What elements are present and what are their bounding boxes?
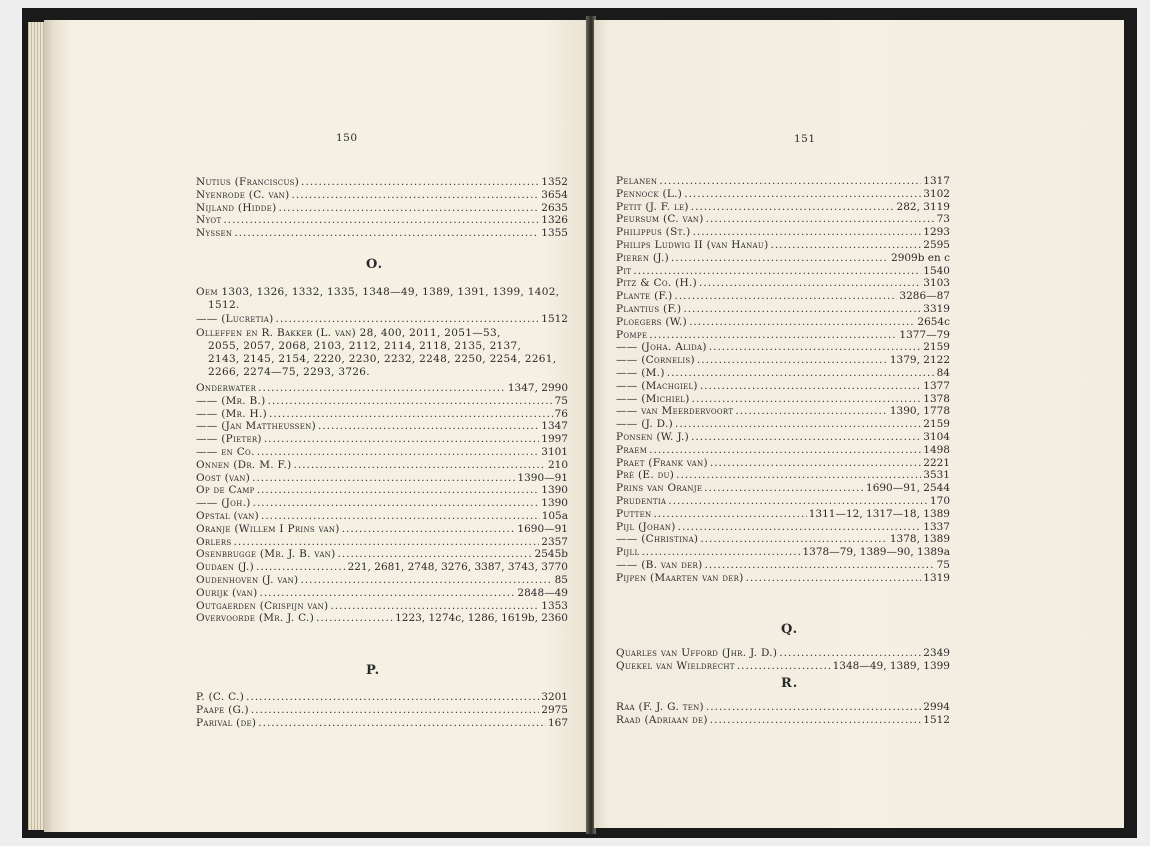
entry-pages: 1378—79, 1389—90, 1389a	[802, 546, 950, 559]
entry-name: Philips Ludwig II (van Hanau)	[616, 239, 769, 251]
page-number-left: 150	[336, 132, 358, 144]
entry-pages: 1326	[541, 214, 568, 227]
entry-name: Ploegers (W.)	[616, 315, 688, 328]
entry-name: Pelanen	[616, 175, 658, 187]
entry-pages: 1512	[541, 313, 568, 325]
index-entry-line: Olleffen en R. Bakker (L. van) 28, 400, 2011, 2051—53,	[196, 327, 501, 339]
entry-name: Pennock (L.)	[616, 187, 683, 200]
dot-leader	[276, 312, 540, 326]
right-index-column	[616, 156, 950, 736]
index-entry-line: 2266, 2274—75, 2293, 3726.	[208, 366, 370, 378]
entry-name: —— (Mr. H.)	[196, 407, 268, 420]
entry-pages: 3101	[541, 446, 568, 458]
entry-pages: 3286—87	[899, 290, 950, 303]
entry-name: Pieren (J.)	[616, 251, 670, 264]
entry-pages: 2159	[923, 341, 950, 354]
entry-name: Prins van Oranje	[616, 482, 703, 495]
entry-pages: 2975	[541, 703, 568, 716]
entry-pages: 1319	[923, 571, 950, 584]
entry-name: Quekel van Wieldrecht	[616, 659, 735, 672]
entry-pages: 1378	[923, 392, 950, 405]
entry-name: —— (Christina)	[616, 533, 699, 546]
entry-name: Pitz & Co. (H.)	[616, 277, 698, 290]
entry-name: —— (Pieter)	[196, 433, 262, 446]
dot-leader	[234, 226, 539, 240]
entry-pages: 2159	[923, 418, 950, 431]
entry-name: Oranje (Willem I Prins van)	[196, 522, 340, 535]
entry-pages: 1540	[923, 264, 950, 277]
entry-pages: 3104	[923, 431, 950, 443]
entry-name: Ponsen (W. J.)	[616, 431, 690, 443]
entry-pages: 1498	[923, 443, 950, 456]
entry-pages: 2221	[923, 456, 950, 469]
entry-name: Nyenrode (C. van)	[196, 188, 290, 201]
left-page	[44, 20, 588, 832]
index-entry-line: 2055, 2057, 2068, 2103, 2112, 2114, 2118, 2135, 2137,	[208, 340, 522, 352]
entry-name: Praet (Frank van)	[616, 456, 708, 469]
left-index-column	[196, 155, 568, 729]
index-entry	[616, 659, 950, 673]
entry-name: Pompe	[616, 328, 648, 341]
entry-name: Quarles van Ufford (Jhr. J. D.)	[616, 647, 778, 659]
entry-pages: 1390—91	[517, 471, 568, 484]
entry-name: —— (Lucretia)	[196, 313, 274, 325]
entry-pages: 2357	[541, 535, 568, 548]
dot-leader	[710, 713, 921, 727]
page-number-right: 151	[794, 133, 816, 145]
index-entry	[196, 312, 568, 326]
entry-pages: 105a	[541, 510, 568, 522]
entry-name: —— (Cornelis)	[616, 354, 695, 367]
entry-name: —— (Jan Mattheussen)	[196, 420, 316, 433]
entry-name: Oudaen (J.)	[196, 561, 254, 574]
entry-name: Opstal (van)	[196, 510, 259, 522]
entry-name: Ourijk (van)	[196, 586, 258, 599]
entry-pages: 1352	[541, 176, 568, 188]
entry-pages: 3319	[923, 303, 950, 315]
entry-pages: 282, 3119	[896, 200, 950, 213]
entry-name: Osenbrugge (Mr. J. B. van)	[196, 548, 336, 561]
entry-name: —— van Meerdervoort	[616, 405, 734, 418]
entry-pages: 1347, 2990	[507, 382, 568, 394]
entry-name: Paape (G.)	[196, 703, 249, 716]
entry-name: —— (Mr. B.)	[196, 394, 266, 407]
entry-pages: 1223, 1274c, 1286, 1619b, 2360	[395, 612, 568, 625]
entry-pages: 1390	[541, 497, 568, 510]
entry-pages: 2654c	[917, 315, 950, 328]
entry-pages: 1377	[923, 379, 950, 392]
entry-pages: 221, 2681, 2748, 3276, 3387, 3743, 3770	[347, 561, 568, 574]
entry-pages: 1353	[541, 599, 568, 612]
entry-pages: 1390	[541, 484, 568, 497]
entry-name: Parival (de)	[196, 716, 257, 729]
index-entry-line: 2143, 2145, 2154, 2220, 2230, 2232, 2248, 2250, 2254, 2261,	[208, 353, 557, 365]
entry-pages: 85	[554, 574, 568, 586]
entry-pages: 3201	[541, 691, 568, 703]
entry-name: Op de Camp	[196, 484, 255, 497]
entry-pages: 3531	[923, 469, 950, 482]
entry-pages: 2909b en c	[891, 251, 950, 264]
entry-pages: 1317	[923, 175, 950, 187]
entry-pages: 1377—79	[899, 328, 950, 341]
entry-pages: 1293	[923, 226, 950, 239]
entry-pages: 1355	[541, 227, 568, 240]
entry-pages: 1690—91, 2544	[866, 482, 950, 495]
index-entry	[196, 716, 568, 730]
right-page	[594, 20, 1124, 828]
entry-name: Prudentia	[616, 495, 667, 507]
entry-name: Nyssen	[196, 227, 233, 240]
entry-name: Pijll	[616, 546, 640, 559]
entry-name: —— (B. van der)	[616, 559, 703, 571]
entry-name: P. (C. C.)	[196, 691, 245, 703]
entry-name: —— (Machgiel)	[616, 379, 698, 392]
entry-pages: 75	[936, 559, 950, 571]
entry-name: Petit (J. F. le)	[616, 200, 689, 213]
section-heading-q: Q.	[781, 622, 799, 637]
entry-pages: 2349	[923, 647, 950, 659]
entry-pages: 73	[936, 213, 950, 226]
entry-name: Onnen (Dr. M. F.)	[196, 458, 292, 471]
entry-name: —— en Co.	[196, 446, 255, 458]
entry-pages: 1690—91	[517, 522, 568, 535]
entry-name: Peursum (C. van)	[616, 213, 704, 226]
entry-name: —— (M.)	[616, 367, 665, 379]
entry-name: Putten	[616, 507, 652, 520]
index-entry	[196, 226, 568, 240]
entry-name: Orlers	[196, 535, 232, 548]
entry-pages: 2994	[923, 701, 950, 713]
entry-name: Raad (Adriaan de)	[616, 713, 708, 726]
entry-pages: 2848—49	[517, 586, 568, 599]
entry-name: —— (Joha. Alida)	[616, 341, 707, 354]
entry-pages: 76	[554, 407, 568, 420]
index-entry-line: Oem 1303, 1326, 1332, 1335, 1348—49, 1389, 1391, 1399, 1402,	[196, 286, 560, 298]
entry-pages: 2635	[541, 201, 568, 214]
entry-pages: 1378, 1389	[889, 533, 950, 546]
entry-pages: 1347	[541, 420, 568, 433]
entry-name: Pit	[616, 264, 632, 277]
index-entry	[616, 713, 950, 727]
entry-name: Outgaerden (Crispijn van)	[196, 599, 329, 612]
entry-name: Nyot	[196, 214, 222, 227]
entry-pages: 167	[547, 716, 568, 729]
entry-name: Praem	[616, 443, 648, 456]
entry-name: Onderwater	[196, 382, 257, 394]
entry-name: Oudenhoven (J. van)	[196, 574, 299, 586]
entry-name: Oost (van)	[196, 471, 251, 484]
section-heading-r: R.	[781, 676, 799, 691]
dot-leader	[258, 716, 546, 730]
entry-pages: 3654	[541, 188, 568, 201]
dot-leader	[737, 659, 831, 673]
entry-name: Pijpen (Maarten van der)	[616, 571, 744, 584]
entry-name: —— (J. D.)	[616, 418, 673, 431]
entry-pages: 1390, 1778	[889, 405, 950, 418]
entry-pages: 1348—49, 1389, 1399	[832, 659, 950, 672]
entry-name: Plantius (F.)	[616, 303, 682, 315]
entry-name: —— (Joh.)	[196, 497, 251, 510]
index-entry-line: 1512.	[208, 299, 240, 311]
section-heading-p: P.	[366, 663, 381, 678]
entry-name: Nijland (Hidde)	[196, 201, 277, 214]
entry-pages: 1379, 2122	[889, 354, 950, 367]
entry-name: Pijl (Johan)	[616, 520, 676, 533]
entry-pages: 1512	[923, 713, 950, 726]
entry-name: Philippus (St.)	[616, 226, 691, 239]
entry-name: Overvoorde (Mr. J. C.)	[196, 612, 315, 625]
entry-pages: 2595	[923, 239, 950, 251]
index-entry	[616, 571, 950, 585]
dot-leader	[316, 611, 393, 625]
entry-name: Pré (E. du)	[616, 469, 675, 482]
entry-pages: 3102	[923, 187, 950, 200]
entry-pages: 75	[554, 394, 568, 407]
index-entry	[196, 611, 568, 625]
dot-leader	[746, 571, 922, 585]
entry-pages: 1311—12, 1317—18, 1389	[808, 507, 950, 520]
entry-pages: 84	[936, 367, 950, 379]
entry-name: Nutius (Franciscus)	[196, 176, 300, 188]
entry-name: Plante (F.)	[616, 290, 673, 303]
entry-name: —— (Michiel)	[616, 392, 690, 405]
entry-pages: 3103	[923, 277, 950, 290]
entry-pages: 2545b	[534, 548, 568, 561]
entry-pages: 210	[547, 458, 568, 471]
entry-pages: 1997	[541, 433, 568, 446]
section-heading-o: O.	[366, 257, 384, 272]
entry-pages: 170	[929, 495, 950, 507]
entry-name: Raa (F. J. G. ten)	[616, 701, 704, 713]
entry-pages: 1337	[923, 520, 950, 533]
